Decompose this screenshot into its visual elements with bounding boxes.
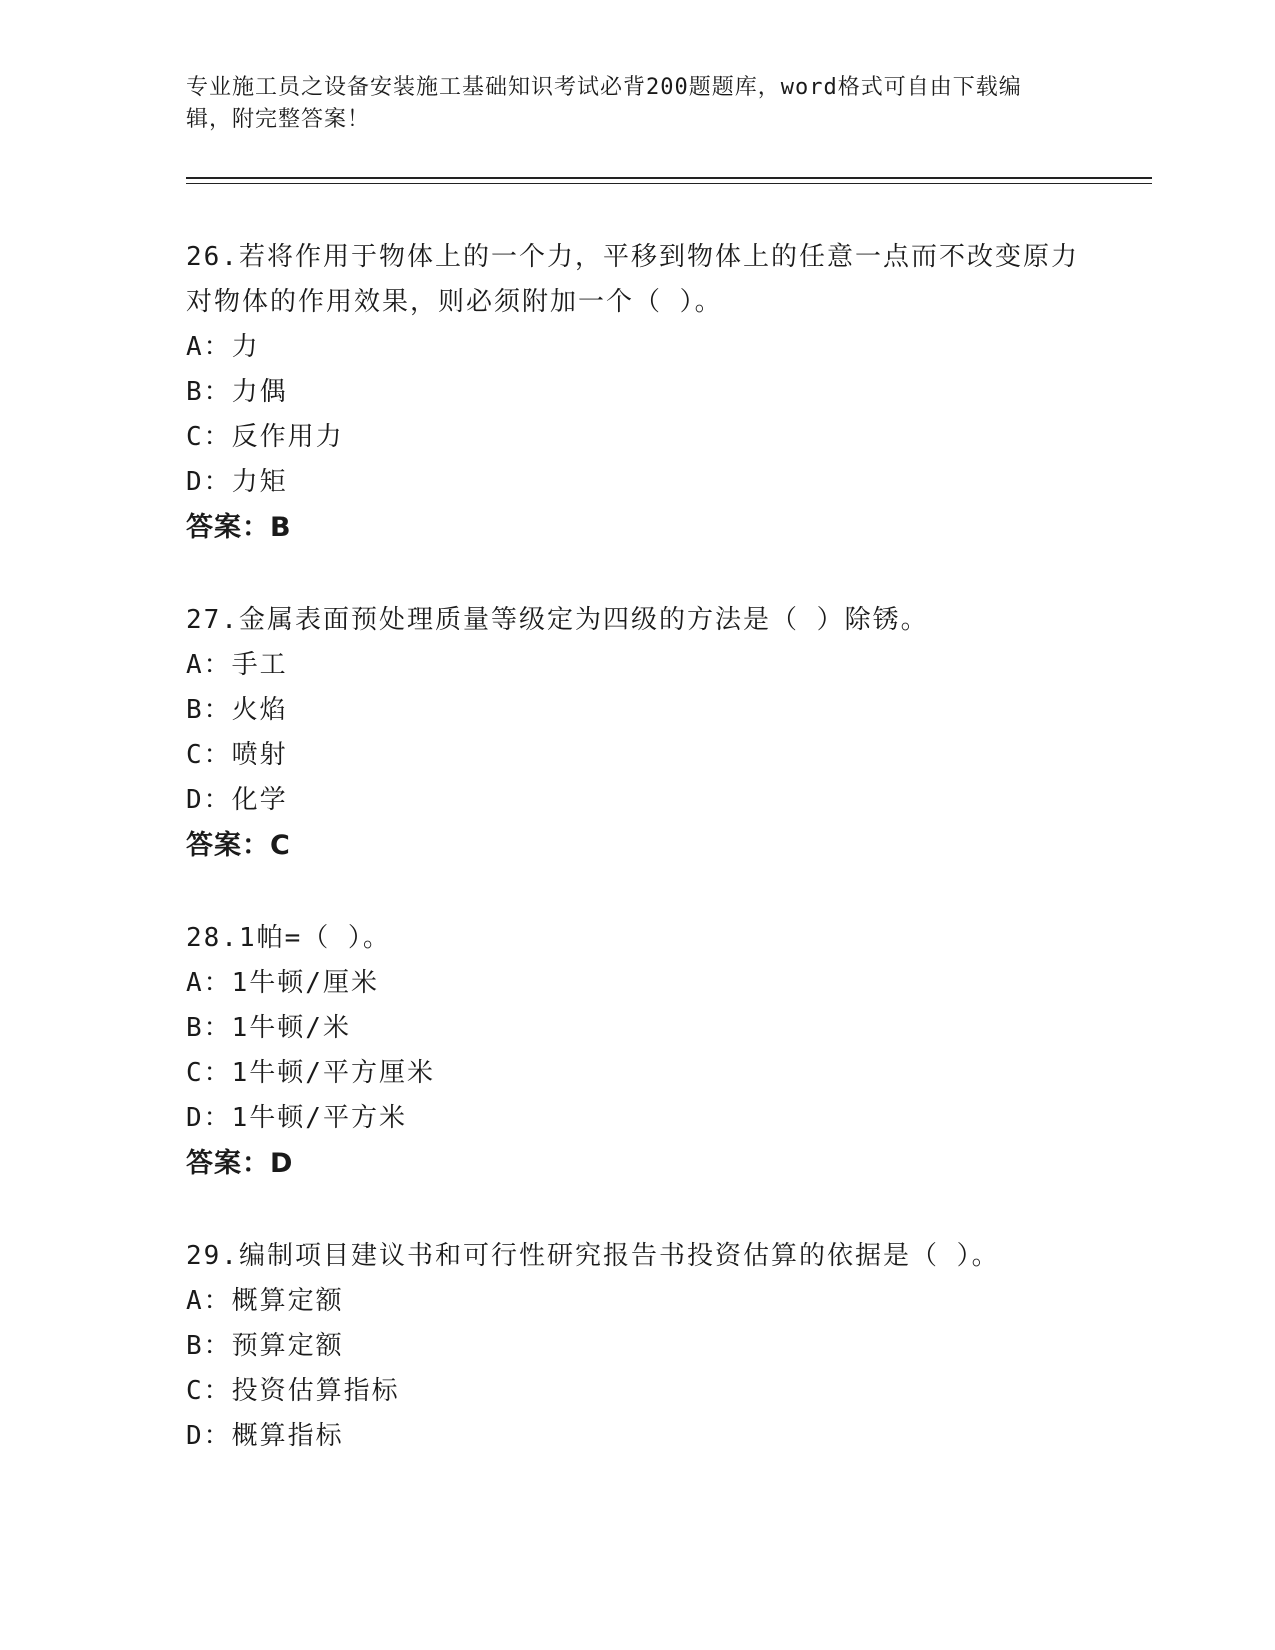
document-header: 专业施工员之设备安装施工基础知识考试必背200题题库，word格式可自由下载编辑，附完整答案！ bbox=[186, 75, 1022, 132]
header-divider-thick bbox=[186, 177, 1152, 179]
question-27 bbox=[186, 598, 1086, 869]
option-c: C：投资估算指标 bbox=[186, 1376, 400, 1406]
answer-text: 答案：B bbox=[186, 512, 292, 543]
option-c: C：反作用力 bbox=[186, 422, 344, 452]
option-a: A：1牛顿/厘米 bbox=[186, 968, 379, 998]
option-d: D：化学 bbox=[186, 785, 288, 815]
question-text: 27.金属表面预处理质量等级定为四级的方法是（ ）除锈。 bbox=[186, 605, 929, 635]
answer-text: 答案：D bbox=[186, 1148, 294, 1179]
option-d: D：1牛顿/平方米 bbox=[186, 1103, 407, 1133]
option-c: C：喷射 bbox=[186, 740, 288, 770]
question-29 bbox=[186, 1234, 1086, 1459]
option-d: D：力矩 bbox=[186, 467, 288, 497]
option-b: B：预算定额 bbox=[186, 1331, 344, 1361]
option-c: C：1牛顿/平方厘米 bbox=[186, 1058, 435, 1088]
question-list bbox=[186, 235, 1086, 1506]
option-a: A：力 bbox=[186, 332, 260, 362]
question-26 bbox=[186, 235, 1086, 551]
question-text: 28.1帕=（ ）。 bbox=[186, 923, 391, 953]
answer-text: 答案：C bbox=[186, 830, 291, 861]
option-d: D：概算指标 bbox=[186, 1421, 344, 1451]
option-a: A：手工 bbox=[186, 650, 288, 680]
option-b: B：火焰 bbox=[186, 695, 288, 725]
question-text: 29.编制项目建议书和可行性研究报告书投资估算的依据是（ ）。 bbox=[186, 1241, 1000, 1271]
option-b: B：1牛顿/米 bbox=[186, 1013, 351, 1043]
header-divider-thin bbox=[186, 183, 1152, 184]
question-text: 26.若将作用于物体上的一个力，平移到物体上的任意一点而不改变原力对物体的作用效果，则必须附加一个（ ）。 bbox=[186, 242, 1079, 317]
option-b: B：力偶 bbox=[186, 377, 288, 407]
question-28 bbox=[186, 916, 1086, 1187]
option-a: A：概算定额 bbox=[186, 1286, 344, 1316]
